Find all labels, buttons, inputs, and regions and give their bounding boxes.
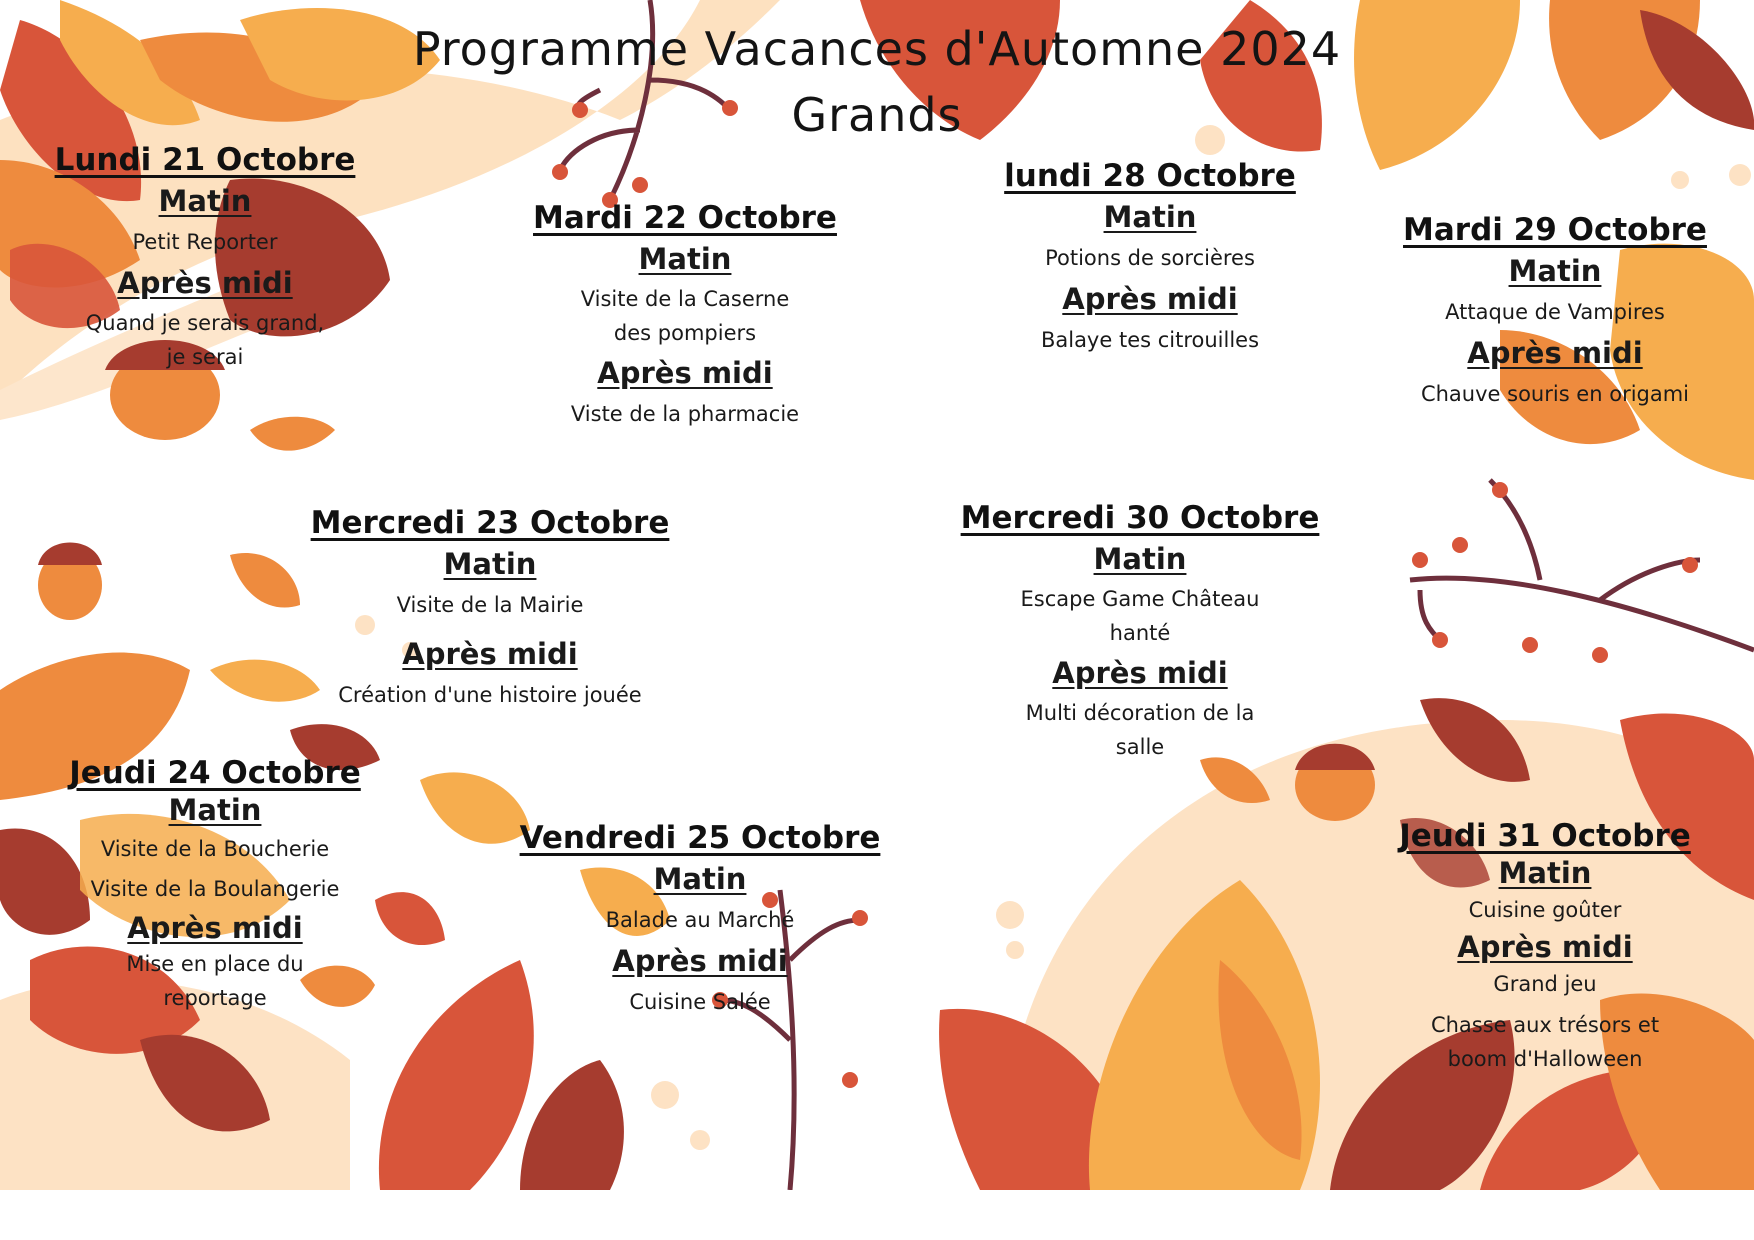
- activity: Multi décoration de la salle: [1025, 701, 1255, 759]
- afternoon-label: Après midi: [402, 637, 578, 671]
- activity: Attaque de Vampires: [1445, 300, 1665, 324]
- day-date: Jeudi 31 Octobre: [1399, 818, 1691, 854]
- afternoon-label: Après midi: [1052, 656, 1228, 690]
- day-date: lundi 28 Octobre: [1004, 158, 1296, 194]
- afternoon-label: Après midi: [117, 266, 293, 300]
- activity: Escape Game Château hanté: [1020, 587, 1260, 645]
- day-date: Vendredi 25 Octobre: [519, 820, 881, 856]
- afternoon-label: Après midi: [127, 911, 303, 945]
- morning-label: Matin: [168, 793, 262, 827]
- morning-label: Matin: [1498, 856, 1592, 890]
- activity: Balaye tes citrouilles: [1040, 328, 1260, 352]
- morning-label: Matin: [638, 242, 732, 276]
- day-mercredi-23: [300, 505, 680, 719]
- activity: Cuisine Salée: [629, 990, 771, 1014]
- day-lundi-21: [40, 142, 370, 374]
- activity: Visite de la Mairie: [396, 593, 584, 617]
- activity: Cuisine goûter: [1468, 898, 1622, 922]
- activity: Visite de la Caserne des pompiers: [580, 287, 790, 345]
- activity: Grand jeu: [1493, 972, 1597, 996]
- day-vendredi-25: [510, 820, 890, 1026]
- activity: Quand je serais grand, je serai: [85, 311, 325, 369]
- activity: Petit Reporter: [132, 230, 278, 254]
- morning-label: Matin: [158, 184, 252, 218]
- morning-label: Matin: [443, 547, 537, 581]
- program-title: Programme Vacances d'Automne 2024: [412, 22, 1342, 76]
- afternoon-label: Après midi: [597, 356, 773, 390]
- day-date: Jeudi 24 Octobre: [69, 755, 361, 791]
- morning-label: Matin: [653, 862, 747, 896]
- day-date: Lundi 21 Octobre: [54, 142, 356, 178]
- activity: Chauve souris en origami: [1420, 382, 1690, 406]
- morning-label: Matin: [1103, 200, 1197, 234]
- activity: Potions de sorcières: [1045, 246, 1255, 270]
- day-date: Mardi 22 Octobre: [533, 200, 837, 236]
- day-mardi-29: [1390, 212, 1720, 418]
- activity: Balade au Marché: [605, 908, 795, 932]
- program-subtitle: Grands: [791, 88, 963, 142]
- activity: Mise en place du reportage: [126, 952, 304, 1010]
- day-lundi-28: [985, 158, 1315, 364]
- afternoon-label: Après midi: [1457, 930, 1633, 964]
- activity: Chasse aux trésors et boom d'Halloween: [1430, 1013, 1660, 1071]
- afternoon-label: Après midi: [612, 944, 788, 978]
- day-date: Mardi 29 Octobre: [1403, 212, 1707, 248]
- activity: Création d'une histoire jouée: [338, 683, 642, 707]
- day-jeudi-24: [50, 755, 380, 1021]
- day-mercredi-30: [950, 500, 1330, 770]
- day-mardi-22: [520, 200, 850, 438]
- activity: Viste de la pharmacie: [570, 402, 800, 426]
- day-date: Mercredi 23 Octobre: [310, 505, 670, 541]
- day-jeudi-31: [1380, 818, 1710, 1082]
- afternoon-label: Après midi: [1467, 336, 1643, 370]
- afternoon-label: Après midi: [1062, 282, 1238, 316]
- day-date: Mercredi 30 Octobre: [960, 500, 1320, 536]
- morning-label: Matin: [1093, 542, 1187, 576]
- morning-label: Matin: [1508, 254, 1602, 288]
- activity: Visite de la Boucherie Visite de la Boulangerie: [90, 837, 340, 901]
